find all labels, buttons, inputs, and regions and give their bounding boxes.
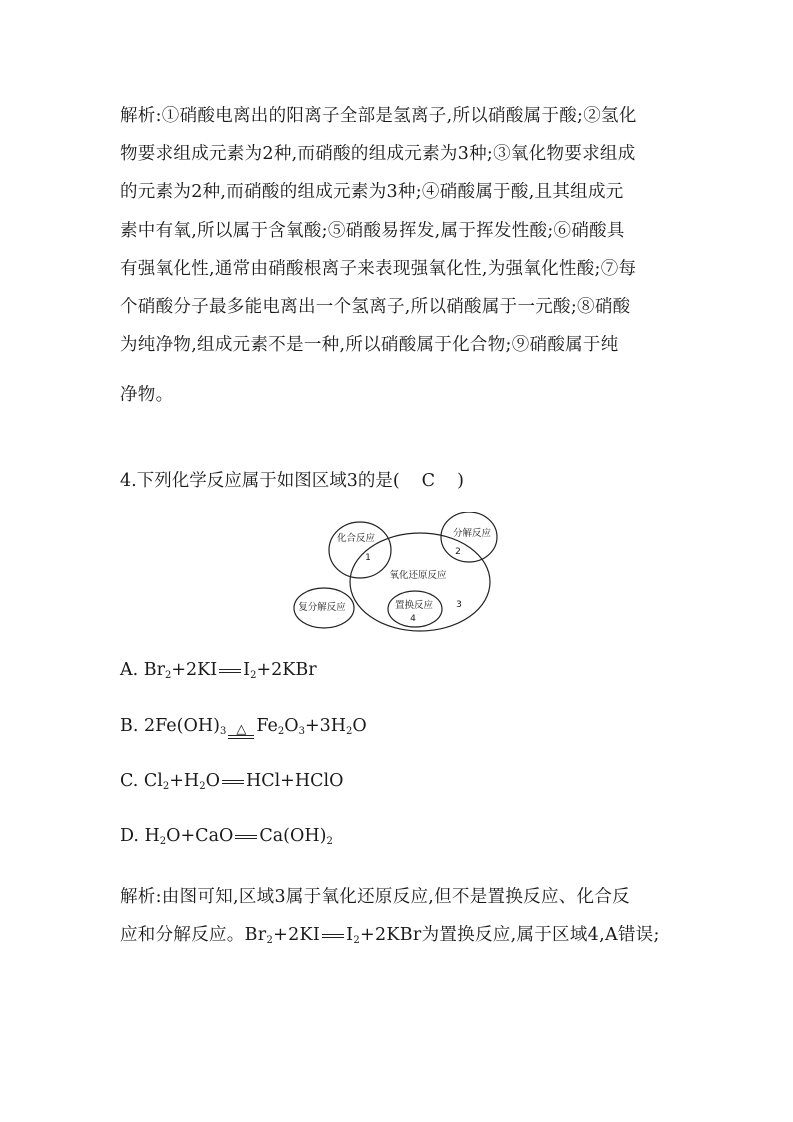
combination-circle xyxy=(329,522,391,578)
analysis-line: 有强氧化性,通常由硝酸根离子来表现强氧化性,为强氧化性酸;⑦每 xyxy=(120,258,637,279)
analysis-line: 个硝酸分子最多能电离出一个氢离子,所以硝酸属于一元酸;⑧硝酸 xyxy=(120,297,631,318)
analysis-line: 解析:①硝酸电离出的阳离子全部是氢离子,所以硝酸属于酸;②氢化 xyxy=(120,106,637,126)
option-d xyxy=(120,826,333,846)
option-a-text: I xyxy=(243,660,251,680)
subscript: 2 xyxy=(165,670,172,681)
subscript: 2 xyxy=(346,726,353,737)
number-2: 2 xyxy=(455,547,461,557)
option-a xyxy=(120,660,317,680)
analysis-line: 为纯净物,组成元素不是一种,所以硝酸属于化合物;⑨硝酸属于纯 xyxy=(120,335,619,356)
question-answer: C xyxy=(421,471,436,491)
question-4 xyxy=(120,467,464,492)
subscript: 3 xyxy=(298,726,305,737)
subscript: 2 xyxy=(162,781,170,792)
analysis-text: 应和分解反应。Br xyxy=(120,925,267,946)
heat-symbol: △ xyxy=(236,722,247,737)
subscript: 3 xyxy=(219,726,227,737)
option-d-text: D. H xyxy=(120,826,160,846)
label-displacement: 置换反应 xyxy=(394,600,434,611)
equals-sign xyxy=(233,832,259,842)
subscript: 2 xyxy=(250,670,257,681)
analysis-line: 净物。 xyxy=(120,385,174,406)
option-a-text: +2KI xyxy=(171,660,218,680)
option-c-text: O xyxy=(205,771,220,791)
option-d-text: Ca(OH) xyxy=(259,826,327,846)
equals-sign xyxy=(320,931,346,941)
analysis-text: +2KBr为置换反应,属于区域4,A错误; xyxy=(359,925,660,946)
equals-sign xyxy=(217,666,243,676)
heating-equals-sign xyxy=(226,722,256,743)
option-a-text: +2KBr xyxy=(256,660,317,680)
analysis-line: 素中有氧,所以属于含氧酸;⑤硝酸易挥发,属于挥发性酸;⑥硝酸具 xyxy=(120,220,625,241)
subscript: 2 xyxy=(199,781,206,792)
option-c-text: +H xyxy=(169,771,200,791)
question-stem: 4.下列化学反应属于如图区域3的是( xyxy=(120,471,400,491)
subscript: 2 xyxy=(277,726,285,737)
analysis-text: I xyxy=(346,925,354,946)
analysis-line-formula xyxy=(120,916,680,954)
option-c xyxy=(120,771,343,791)
option-a-text: A. Br xyxy=(120,660,165,680)
option-c-text: HCl+HClO xyxy=(245,771,344,791)
analysis-line: 的元素为2种,而硝酸的组成元素为3种;④硝酸属于酸,且其组成元 xyxy=(120,182,624,203)
option-b-text: Fe xyxy=(256,716,278,736)
label-combination: 化合反应 xyxy=(336,533,376,544)
analysis-text: +2KI xyxy=(273,925,321,946)
number-3: 3 xyxy=(456,600,462,610)
analysis-paragraph-1 xyxy=(120,97,680,415)
subscript: 2 xyxy=(353,935,360,947)
label-double-decomposition: 复分解反应 xyxy=(298,602,346,613)
analysis-line: 解析:由图可知,区域3属于氧化还原反应,但不是置换反应、化合反 xyxy=(120,887,630,907)
option-b-text: O xyxy=(284,716,299,736)
analysis-line: 物要求组成元素为2种,而硝酸的组成元素为3种;③氧化物要求组成 xyxy=(120,144,636,165)
analysis-paragraph-2 xyxy=(120,878,680,954)
option-b-text: O xyxy=(352,716,367,736)
redox-ellipse xyxy=(350,533,490,631)
reaction-classification-diagram xyxy=(292,512,506,636)
label-decomposition: 分解反应 xyxy=(452,528,492,539)
subscript: 2 xyxy=(326,836,333,847)
option-b-text: +3H xyxy=(304,716,347,736)
option-b xyxy=(120,716,367,743)
option-d-text: O+CaO xyxy=(166,826,234,846)
question-close-paren: ) xyxy=(457,471,464,491)
option-c-text: C. Cl xyxy=(120,771,163,791)
option-b-text: B. 2Fe(OH) xyxy=(120,716,220,736)
label-redox: 氧化还原反应 xyxy=(389,570,447,581)
subscript: 2 xyxy=(266,935,274,947)
subscript: 2 xyxy=(159,836,167,847)
equals-sign xyxy=(220,777,246,787)
number-1: 1 xyxy=(365,553,371,563)
number-4: 4 xyxy=(410,614,416,624)
